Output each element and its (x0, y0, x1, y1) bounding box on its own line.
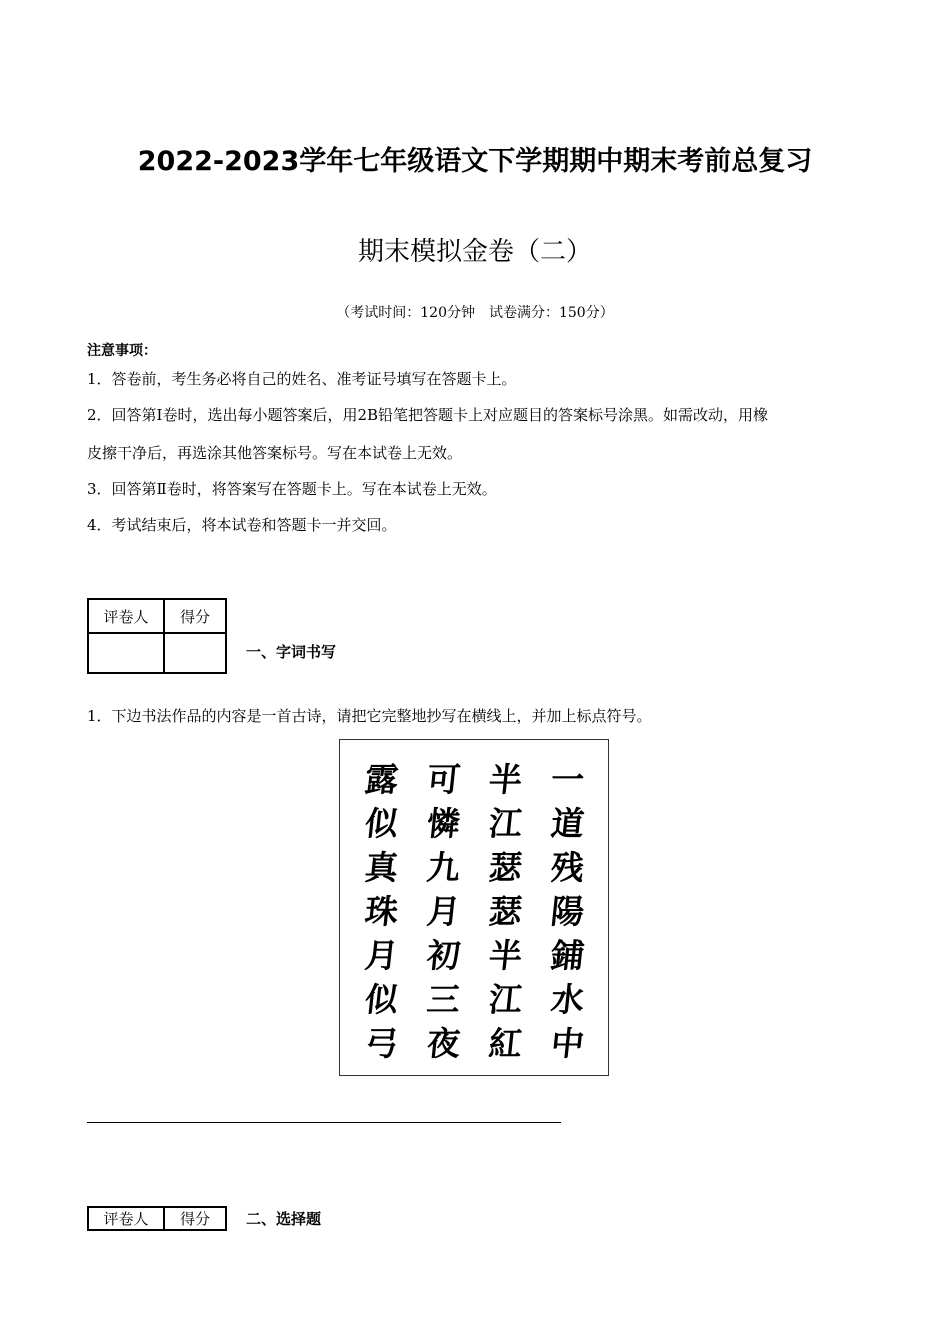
score-table-section1 (87, 598, 227, 674)
calligraphy-char: 一 (548, 760, 586, 799)
score-table-section2 (87, 1206, 227, 1231)
document-subtitle: 期末模拟金卷（二） (357, 237, 592, 267)
calligraphy-char: 可 (424, 760, 462, 799)
calligraphy-char: 露 (362, 760, 400, 799)
calligraphy-char: 鋪 (548, 936, 586, 975)
notice-item-1: 1．答卷前，考生务必将自己的姓名、准考证号填写在答题卡上。 (87, 370, 517, 388)
calligraphy-char: 初 (424, 936, 462, 975)
calligraphy-char: 半 (486, 760, 524, 799)
calligraphy-image (339, 739, 609, 1076)
score-label: 得分 (164, 1207, 226, 1230)
grader-cell[interactable] (88, 633, 164, 673)
calligraphy-char: 月 (424, 892, 462, 931)
calligraphy-char: 真 (362, 848, 400, 887)
calligraphy-char: 中 (548, 1024, 586, 1063)
exam-info: （考试时间：120分钟 试卷满分：150分） (336, 305, 614, 321)
calligraphy-char: 夜 (424, 1024, 462, 1063)
notice-item-3: 3．回答第Ⅱ卷时，将答案写在答题卡上。写在本试卷上无效。 (87, 480, 497, 498)
calligraphy-char: 弓 (362, 1024, 400, 1063)
grader-label: 评卷人 (88, 1207, 164, 1230)
calligraphy-column-3 (481, 758, 529, 1066)
calligraphy-char: 九 (424, 848, 462, 887)
calligraphy-char: 月 (362, 936, 400, 975)
section2-title: 二、选择题 (246, 1210, 322, 1228)
calligraphy-char: 珠 (362, 892, 400, 931)
score-cell[interactable] (164, 633, 226, 673)
calligraphy-char: 似 (362, 804, 400, 843)
calligraphy-char: 三 (424, 980, 462, 1019)
answer-line[interactable] (87, 1122, 561, 1123)
calligraphy-char: 陽 (548, 892, 586, 931)
calligraphy-char: 道 (548, 804, 586, 843)
calligraphy-char: 江 (486, 980, 524, 1019)
calligraphy-char: 瑟 (486, 892, 524, 931)
notice-item-4: 4．考试结束后，将本试卷和答题卡一并交回。 (87, 516, 397, 534)
calligraphy-char: 江 (486, 804, 524, 843)
calligraphy-char: 紅 (486, 1024, 524, 1063)
document-title: 2022-2023学年七年级语文下学期期中期末考前总复习 (137, 146, 813, 177)
section1-title: 一、字词书写 (246, 643, 337, 661)
calligraphy-char: 似 (362, 980, 400, 1019)
calligraphy-char: 残 (548, 848, 586, 887)
calligraphy-column-2 (419, 758, 467, 1066)
score-label: 得分 (164, 599, 226, 633)
notice-item-2: 2．回答第Ⅰ卷时，选出每小题答案后，用2B铅笔把答题卡上对应题目的答案标号涂黑。如需改动，用橡 (87, 406, 769, 424)
calligraphy-char: 半 (486, 936, 524, 975)
calligraphy-column-4 (543, 758, 591, 1066)
notice-item-2-continued: 皮擦干净后，再选涂其他答案标号。写在本试卷上无效。 (87, 444, 463, 462)
calligraphy-char: 憐 (424, 804, 462, 843)
calligraphy-char: 瑟 (486, 848, 524, 887)
grader-label: 评卷人 (88, 599, 164, 633)
calligraphy-char: 水 (548, 980, 586, 1019)
notice-heading: 注意事项： (87, 343, 157, 359)
calligraphy-column-1 (357, 758, 405, 1066)
question-1: 1．下边书法作品的内容是一首古诗，请把它完整地抄写在横线上，并加上标点符号。 (87, 707, 652, 725)
